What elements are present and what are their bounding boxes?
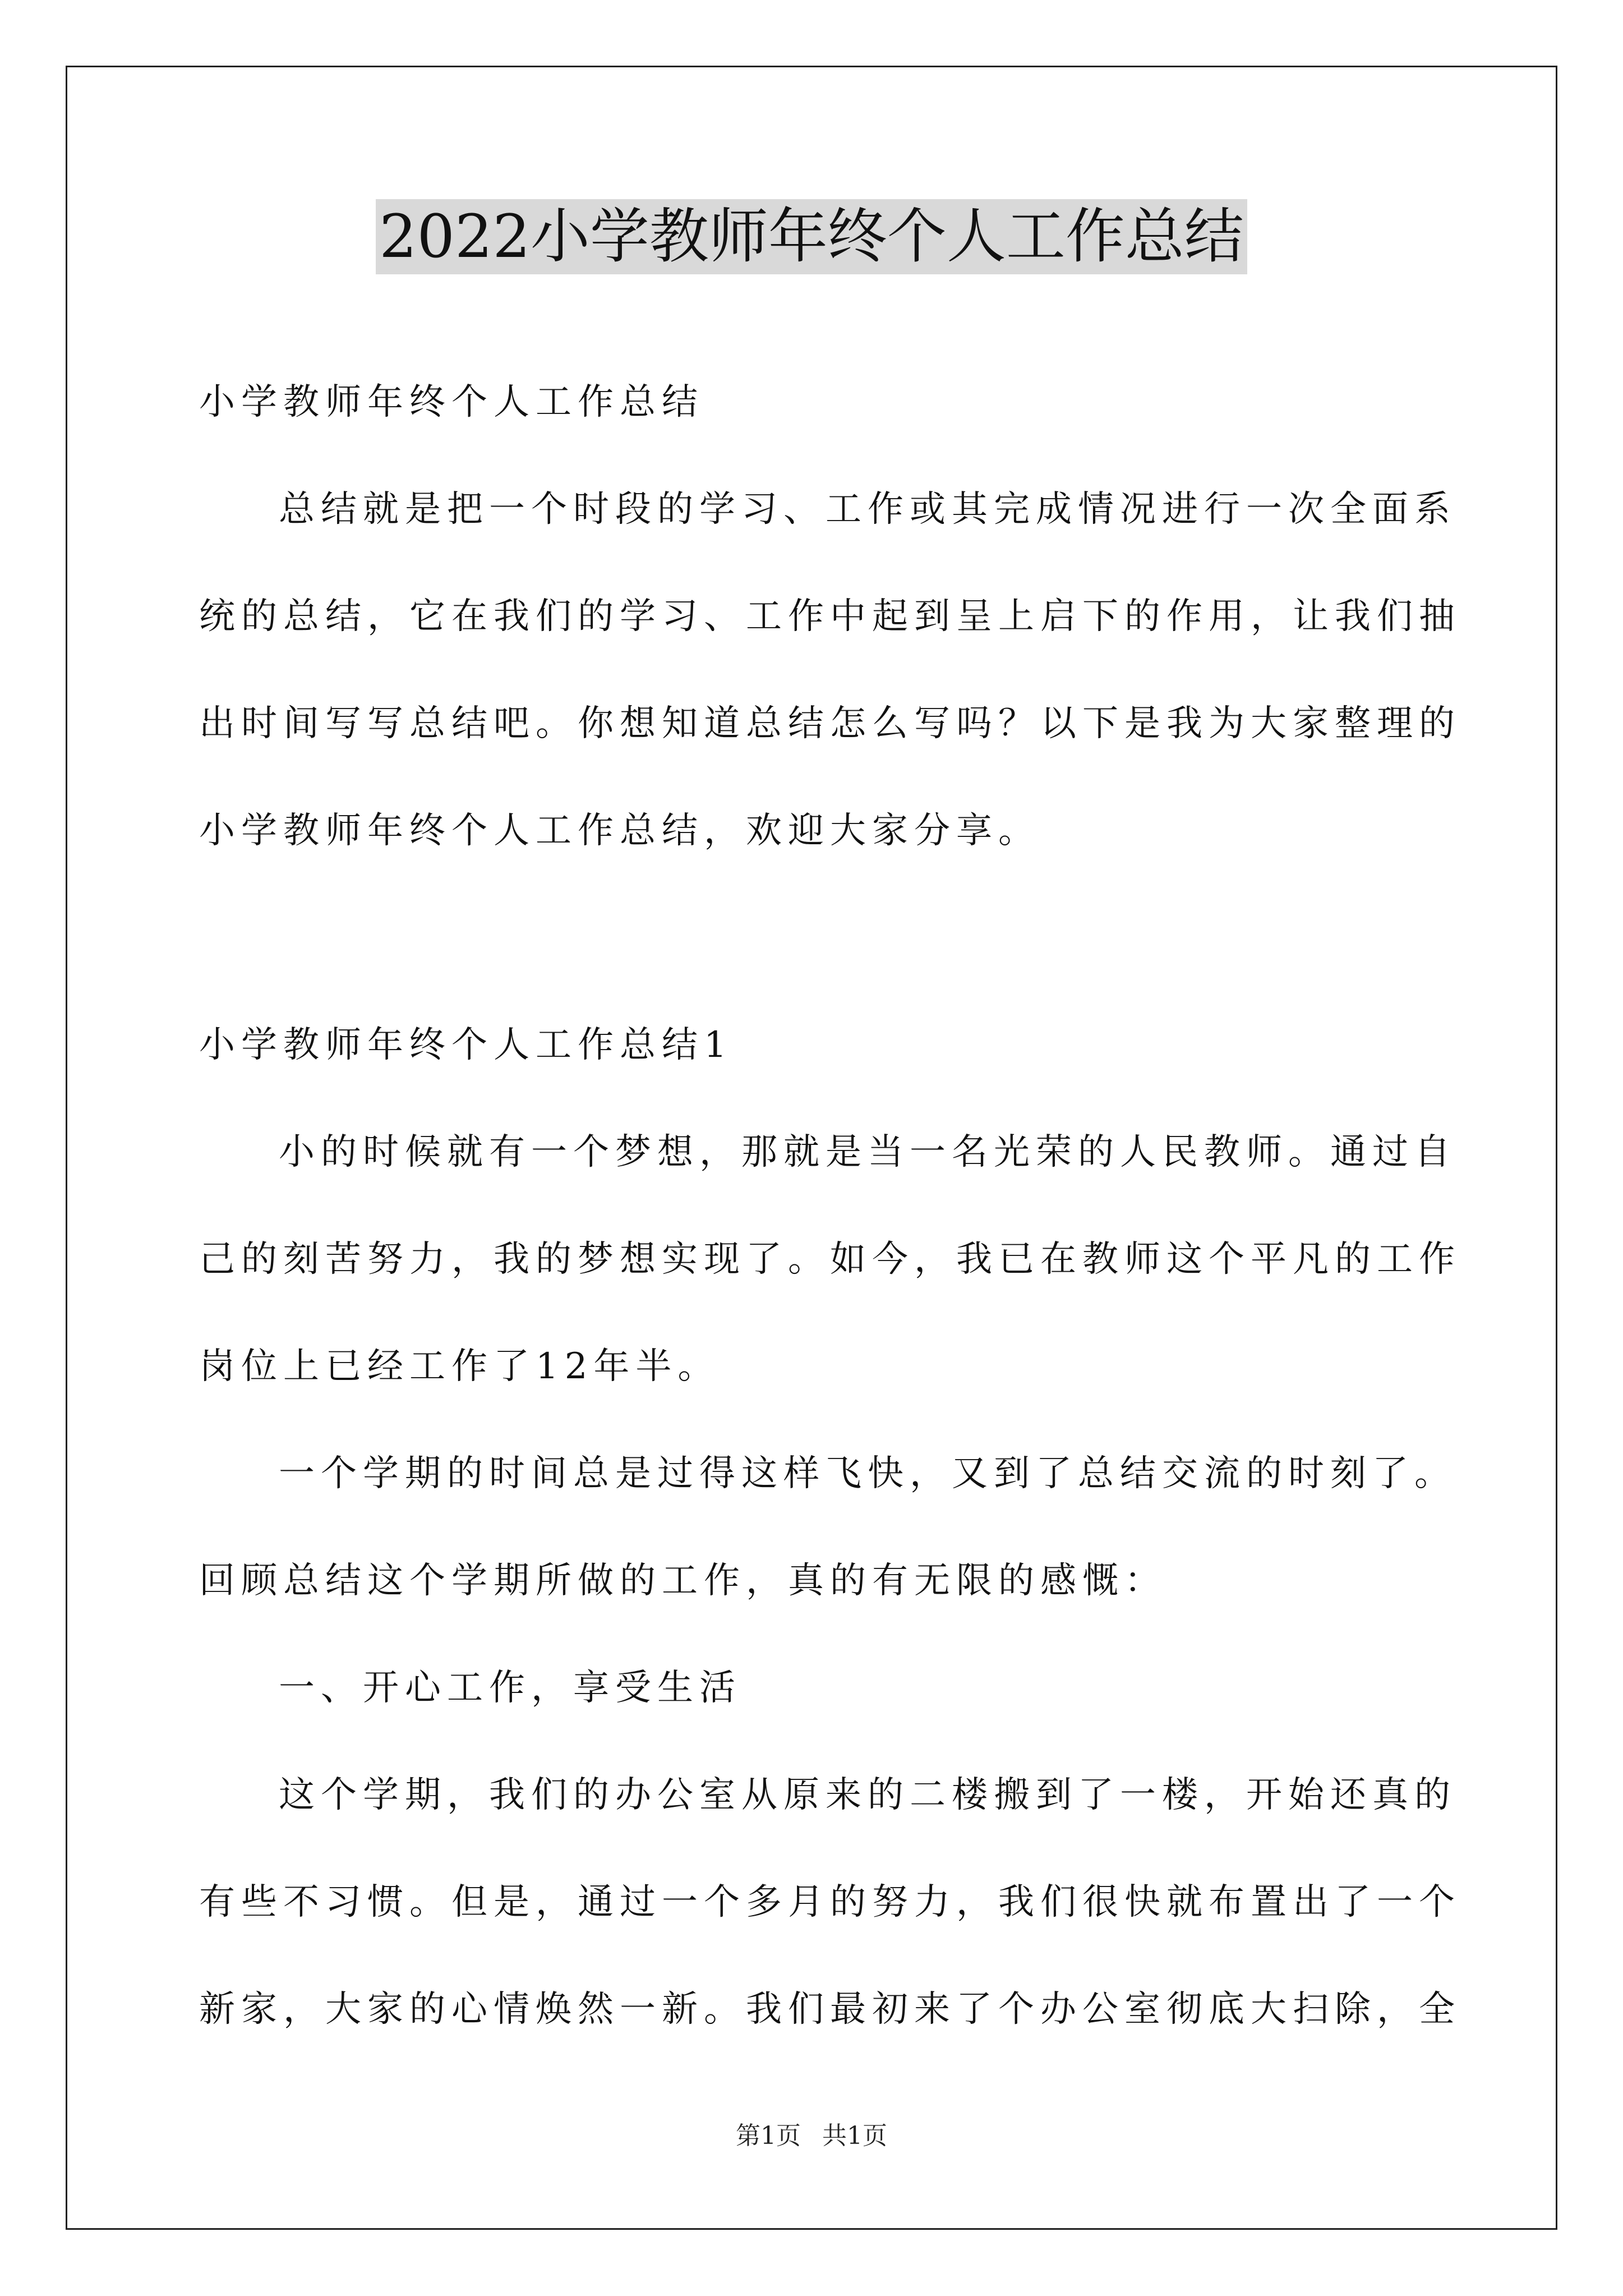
- paragraph-line: 小的时候就有一个梦想，那就是当一名光荣的人民教师。通过自: [279, 1131, 1456, 1173]
- document-body: [199, 349, 1461, 2063]
- point-heading: 一、开心工作，享受生活: [279, 1667, 741, 1709]
- paragraph-line: 一个学期的时间总是过得这样飞快，又到了总结交流的时刻了。: [279, 1453, 1456, 1494]
- paragraph-line: 这个学期，我们的办公室从原来的二楼搬到了一楼，开始还真的: [279, 1774, 1456, 1816]
- title-container: [0, 199, 1623, 274]
- document-title: 2022小学教师年终个人工作总结: [376, 199, 1247, 274]
- paragraph-line: 己的刻苦努力，我的梦想实现了。如今，我已在教师这个平凡的工作: [199, 1239, 1461, 1280]
- paragraph-line: 岗位上已经工作了12年半。: [199, 1346, 720, 1387]
- page-footer: [0, 2119, 1623, 2153]
- intro-line: 小学教师年终个人工作总结，欢迎大家分享。: [199, 810, 1040, 852]
- paragraph-line: 新家，大家的心情焕然一新。我们最初来了个办公室彻底大扫除，全: [199, 1989, 1461, 2030]
- paragraph-line: 有些不习惯。但是，通过一个多月的努力，我们很快就布置出了一个: [199, 1881, 1461, 1923]
- page-number-current: 第1页: [736, 2122, 801, 2150]
- section-heading: 小学教师年终个人工作总结1: [199, 1024, 733, 1066]
- subtitle: 小学教师年终个人工作总结: [199, 381, 704, 423]
- intro-line: 总结就是把一个时段的学习、工作或其完成情况进行一次全面系: [279, 489, 1456, 530]
- intro-line: 统的总结，它在我们的学习、工作中起到呈上启下的作用，让我们抽: [199, 596, 1461, 637]
- paragraph-gap: [199, 885, 1433, 992]
- intro-line: 出时间写写总结吧。你想知道总结怎么写吗？以下是我为大家整理的: [199, 703, 1461, 744]
- page-number-total: 共1页: [822, 2122, 887, 2150]
- paragraph-line: 回顾总结这个学期所做的工作，真的有无限的感慨：: [199, 1560, 1166, 1602]
